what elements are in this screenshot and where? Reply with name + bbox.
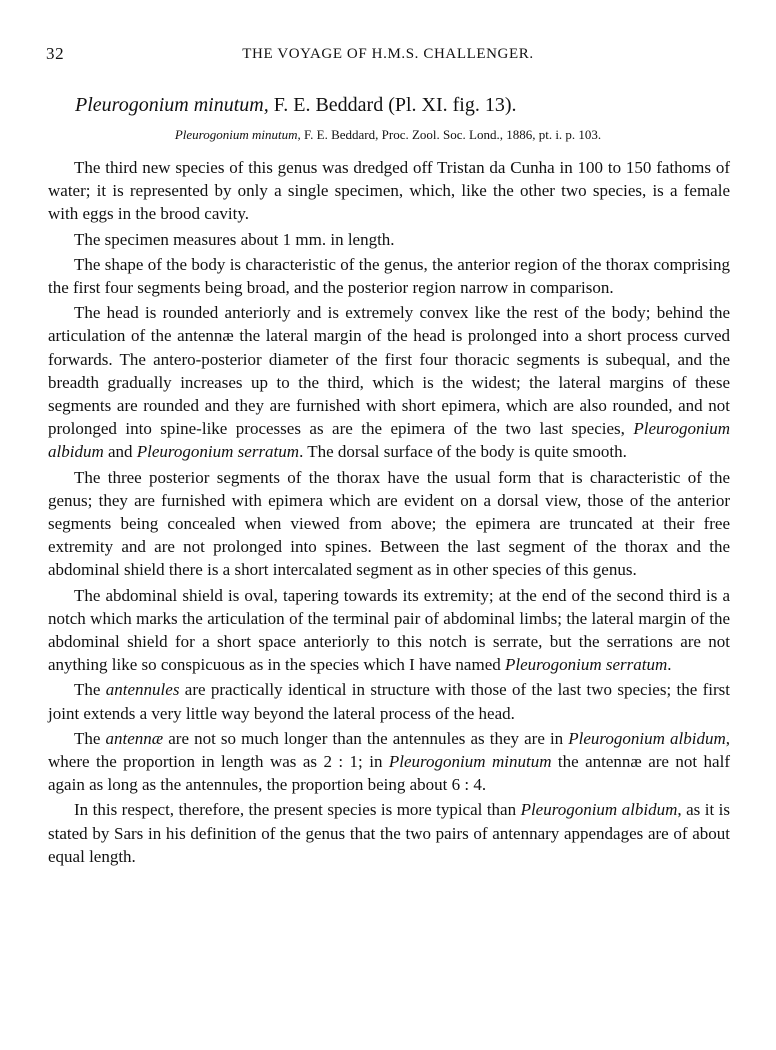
paragraph-text: The three posterior segments of the thorax have the usual form that is characteristic of the genus; they are furnished with epimera which are evident on a dorsal view, those of the anterior segments being concealed when viewed from above; the epimera are truncated at their free extremity and are not prolonged into spines. Between the last segment of the thorax and the abdominal shield there is a short intercalated segment as in other species of this genus.: [48, 467, 730, 580]
italic-text: Pleurogonium albidum: [48, 419, 730, 462]
paragraph-text: The third new species of this genus was dredged off Tristan da Cunha in 100 to 150 fathoms of water; it is represented by only a single specimen, which, like the other two species, is a female with eggs in the brood cavity.: [48, 158, 730, 224]
paragraph-text: are practically identical in structure with those of the last two species; the first joint extends a very little way beyond the lateral process of the head.: [48, 680, 731, 723]
paragraph: [48, 727, 730, 797]
paragraph-text: . The dorsal surface of the body is quite smooth.: [299, 442, 627, 462]
paragraph-text: The abdominal shield is oval, tapering towards its extremity; at the end of the second third is a notch which marks the articulation of the terminal pair of abdominal limbs; the lateral margin of the abdominal shield for a short space anteriorly to this notch is serrate, but the serrations are not anything like so conspicuous as in the species which I have named: [48, 585, 730, 675]
paragraph-text: The head is rounded anteriorly and is extremely convex like the rest of the body; behind the articulation of the antennæ the lateral margin of the head is prolonged into a short process curved forwards. The antero-posterior diameter of the first four thoracic segments is subequal, and the breadth gradually increases up to the third, which is the widest; the lateral margins of these segments are rounded and they are furnished with short epimera, which are also rounded, and not prolonged into spine-like processes as are the epimera of the two last species,: [48, 303, 730, 439]
paragraph-text: are not so much longer than the antennules as they are in: [163, 728, 569, 748]
paragraph: [48, 228, 730, 251]
paragraph: [48, 156, 730, 226]
italic-text: antennæ: [105, 728, 164, 748]
page-number: 32: [46, 44, 65, 63]
paragraph: [48, 301, 730, 463]
italic-text: Pleurogonium serratum: [136, 442, 300, 462]
paragraph: [48, 678, 730, 724]
page-header: [46, 44, 730, 68]
italic-text: Pleurogonium albidum: [520, 800, 678, 820]
paragraph-text: The specimen measures about 1 mm. in length.: [74, 229, 395, 249]
italic-text: Pleurogonium serratum: [505, 655, 668, 675]
paragraph: [48, 584, 730, 677]
citation: [0, 127, 776, 143]
title-author-ref: F. E. Beddard (Pl. XI. fig. 13).: [268, 94, 517, 116]
citation-ref: F. E. Beddard, Proc. Zool. Soc. Lond., 1886, pt. i. p. 103.: [300, 127, 602, 142]
paragraph-text: , as it is stated by Sars in his definition of the genus that the two pairs of antennary appendages are of about equal length.: [48, 800, 730, 866]
paragraph-text: The: [74, 728, 106, 748]
italic-text: antennules: [105, 680, 180, 700]
paragraph-text: the antennæ are not half again as long as the antennules, the proportion being about 6 : 4.: [48, 752, 730, 795]
paragraph-text: and: [103, 442, 137, 462]
running-title: THE VOYAGE OF H.M.S. CHALLENGER.: [242, 46, 534, 62]
paragraph-text: In this respect, therefore, the present species is more typical than: [74, 800, 521, 820]
italic-text: Pleurogonium albidum: [568, 728, 726, 748]
title-species: Pleurogonium minutum,: [75, 94, 269, 116]
body-text: [48, 156, 730, 870]
paragraph-text: The: [74, 680, 106, 700]
paragraph-text: , where the proportion in length was as 2 : 1; in: [48, 728, 730, 772]
paragraph-text: .: [667, 655, 672, 675]
paragraph: [48, 253, 730, 299]
italic-text: Pleurogonium minutum: [388, 752, 552, 772]
citation-species: Pleurogonium minutum,: [174, 127, 301, 142]
paragraph: [48, 466, 730, 582]
paragraph-text: The shape of the body is characteristic of the genus, the anterior region of the thorax comprising the first four segments being broad, and the posterior region narrow in comparison.: [48, 254, 730, 298]
section-title: [75, 94, 517, 117]
paragraph: [48, 798, 730, 868]
